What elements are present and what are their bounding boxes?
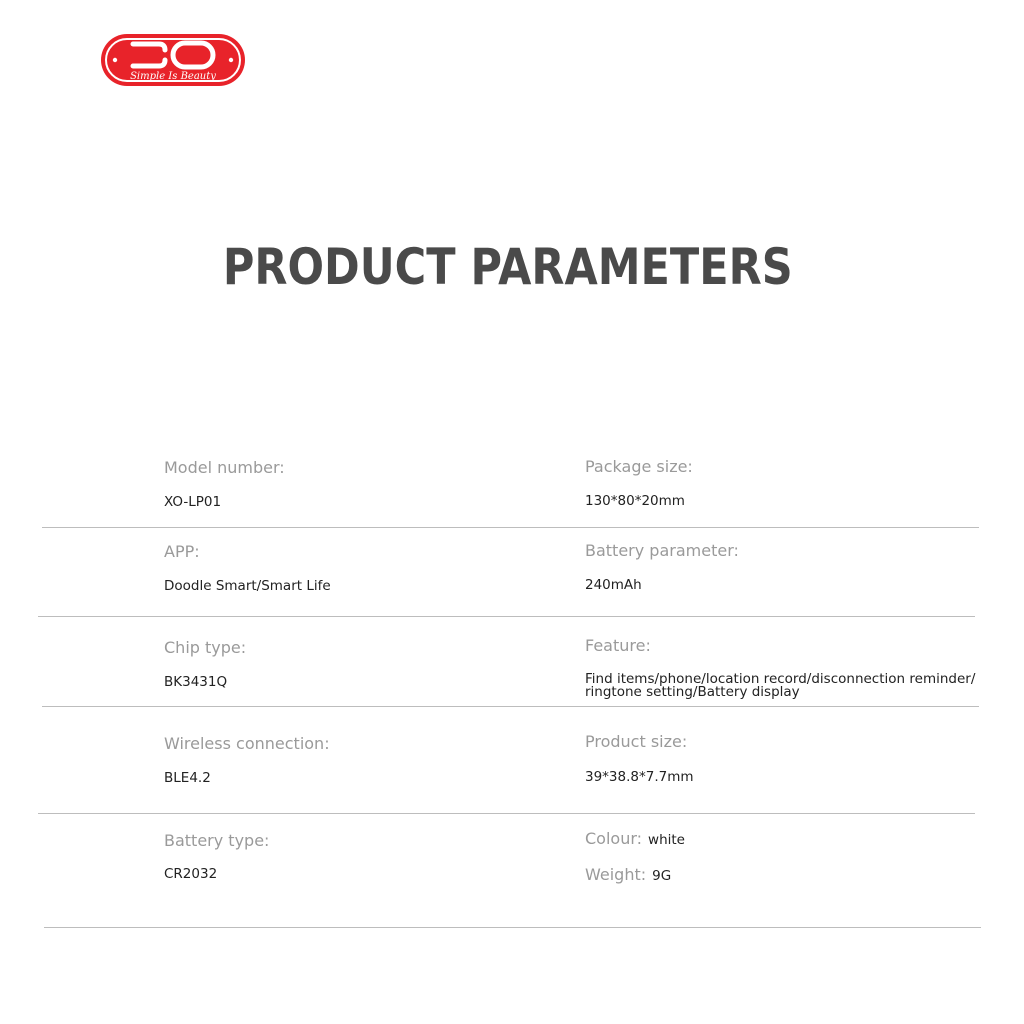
battery-type-value: CR2032 bbox=[164, 866, 218, 882]
battery-parameter-value: 240mAh bbox=[585, 577, 642, 593]
colour-value: white bbox=[648, 832, 685, 848]
package-size-label: Package size: bbox=[585, 457, 693, 476]
page-title: PRODUCT PARAMETERS bbox=[222, 238, 793, 296]
row-divider bbox=[38, 813, 975, 814]
app-value: Doodle Smart/Smart Life bbox=[164, 578, 331, 594]
chip-type-label: Chip type: bbox=[164, 638, 247, 657]
row-divider bbox=[42, 706, 979, 707]
wireless-connection-value: BLE4.2 bbox=[164, 770, 211, 786]
colour-label: Colour: bbox=[585, 829, 643, 848]
xo-logo bbox=[99, 32, 247, 88]
product-size-label: Product size: bbox=[585, 732, 688, 751]
model-number-value: XO-LP01 bbox=[164, 494, 222, 510]
feature-label: Feature: bbox=[585, 636, 651, 655]
feature-value: Find items/phone/location record/disconnection reminder/ ringtone setting/Battery display bbox=[585, 671, 976, 700]
row-divider bbox=[42, 527, 979, 528]
package-size-value: 130*80*20mm bbox=[585, 493, 685, 509]
battery-parameter-label: Battery parameter: bbox=[585, 541, 739, 560]
product-size-value: 39*38.8*7.7mm bbox=[585, 769, 694, 785]
weight-row bbox=[585, 865, 671, 884]
brand-tagline: Simple Is Beauty bbox=[130, 71, 216, 82]
app-label: APP: bbox=[164, 542, 200, 561]
row-divider bbox=[44, 927, 981, 928]
chip-type-value: BK3431Q bbox=[164, 674, 228, 690]
model-number-label: Model number: bbox=[164, 458, 285, 477]
colour-row bbox=[585, 829, 685, 848]
battery-type-label: Battery type: bbox=[164, 831, 270, 850]
row-divider bbox=[38, 616, 975, 617]
weight-label: Weight: bbox=[585, 865, 647, 884]
wireless-connection-label: Wireless connection: bbox=[164, 734, 330, 753]
weight-value: 9G bbox=[652, 868, 672, 884]
